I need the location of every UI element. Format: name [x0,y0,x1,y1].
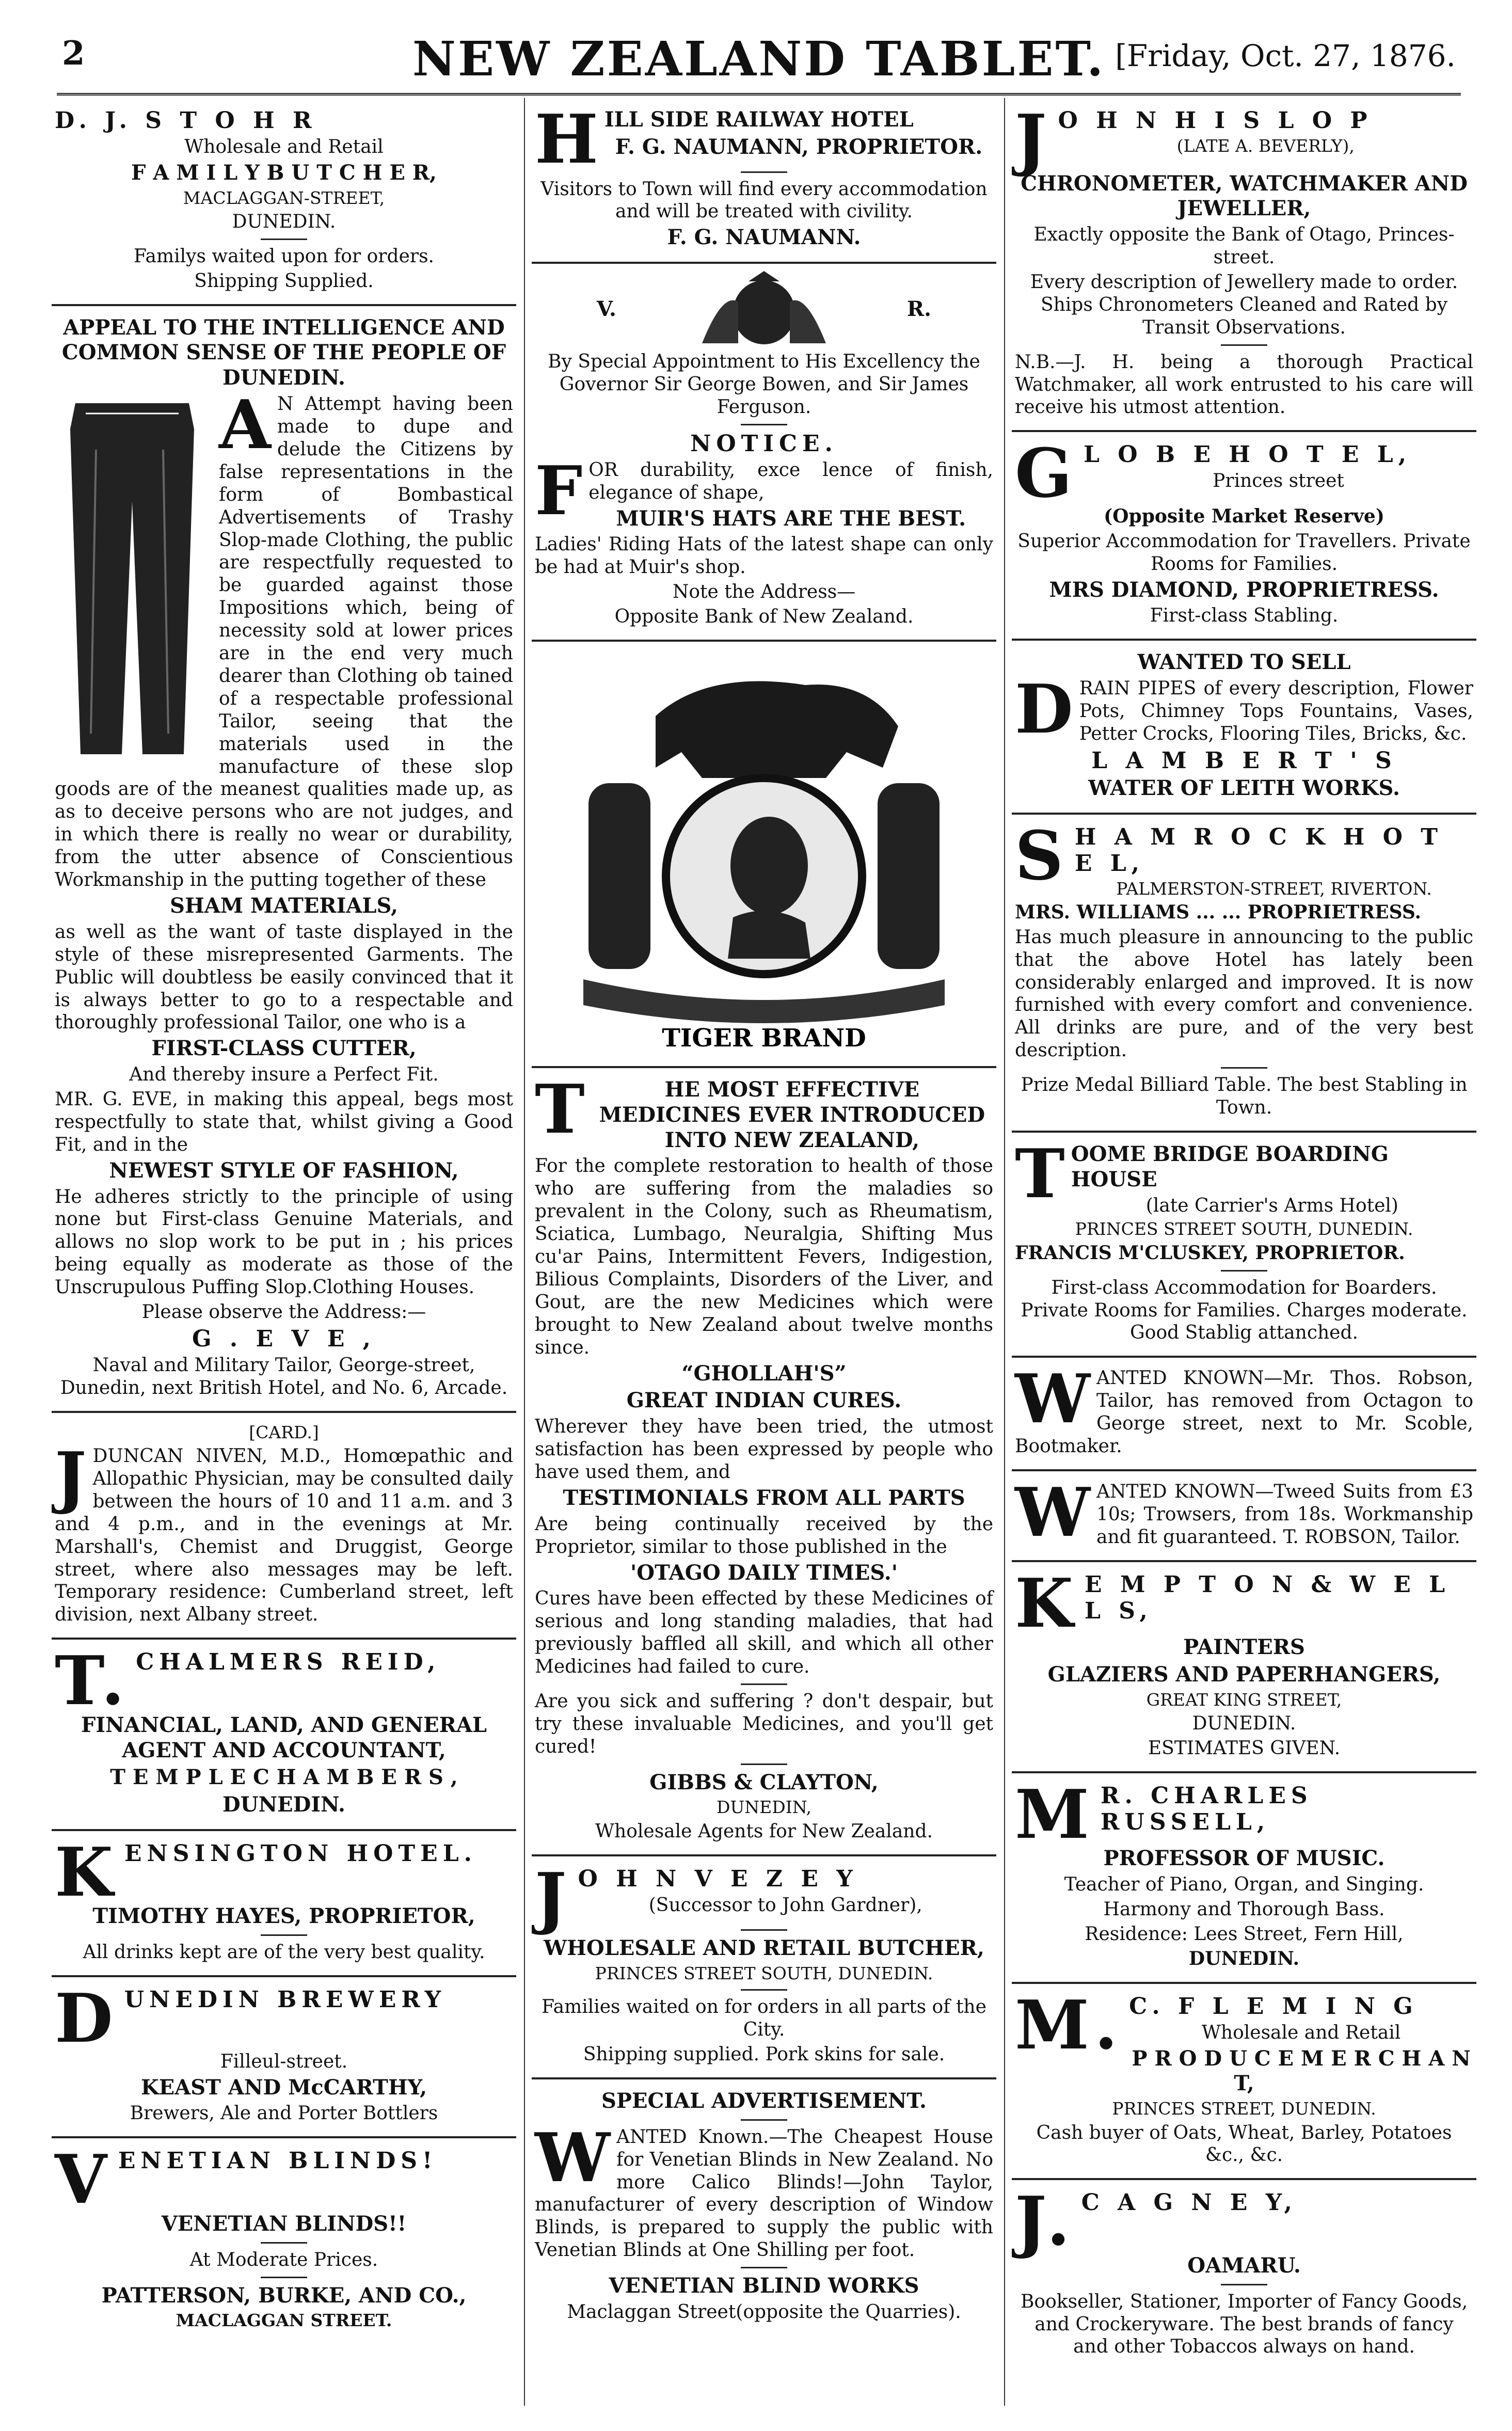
ad-line: SHAM MATERIALS, [170,894,398,918]
ad-niven [52,1413,516,1640]
ad-title: H A M R O C K H O T E L, [1074,823,1443,877]
ad-line: Shipping Supplied. [194,270,374,292]
masthead [57,31,1461,96]
ad-reid [52,1640,516,1831]
ad-line: DUNEDIN. [232,211,336,232]
ad-line: Familys waited upon for orders. [133,245,434,267]
ad-line: Note the Address— [672,581,856,603]
ad-robson-removal [1012,1358,1476,1471]
ad-line: F. G. NAUMANN, PROPRIETOR. [615,134,983,159]
ad-title: OOME BRIDGE BOARDING HOUSE [1071,1141,1389,1191]
ad-title: UNEDIN BREWERY [124,1987,447,2013]
ad-title: C. F L E M I N G [1129,1993,1418,2020]
ad-body: Visitors to Town will find every accommodation and will be treated with civility. [540,178,988,223]
ad-line: And thereby insure a Perfect Fit. [129,1064,439,1086]
ad-line: V. [597,297,616,322]
ad-line: GLAZIERS AND PAPERHANGERS, [1047,1662,1441,1687]
ad-line: NEWEST STYLE OF FASHION, [109,1158,459,1183]
divider [741,1683,787,1685]
ad-line: Please observe the Address:— [141,1301,426,1323]
ad-hislop [1012,98,1476,432]
ad-line: Teacher of Piano, Organ, and Singing. [1064,1874,1424,1896]
ad-line: F. G. NAUMANN. [667,225,861,250]
drop-cap: F [535,451,583,530]
ad-line: R. [906,297,931,322]
divider [1221,344,1267,346]
ad-title: C A G N E Y, [1081,2189,1297,2216]
ad-title: E M P T O N & W E L L S, [1085,1571,1451,1624]
ad-line: GIBBS & CLAYTON, [649,1770,879,1794]
column-1 [52,98,516,2406]
ad-line: PAINTERS [1183,1635,1305,1660]
ad-muir [532,264,996,642]
ad-brewery [52,1977,516,2138]
ad-body: ANTED KNOWN—Tweed Suits from £3 10s; Trowsers, from 18s. Workmanship and fit guaranteed. T. ROBSON, Tailor. [1096,1481,1473,1548]
drop-cap: A [219,385,271,465]
ad-heading: SPECIAL ADVERTISEMENT. [601,2088,927,2113]
divider [741,1763,787,1765]
column-divider [524,98,525,2406]
ad-line: WATER OF LEITH WORKS. [1088,775,1400,800]
ad-line: 'OTAGO DAILY TIMES.' [630,1560,898,1585]
drop-cap: W [1015,1359,1090,1439]
column-2 [532,98,996,2406]
ad-line: (late Carrier's Arms Hotel) [1145,1195,1398,1216]
ad-line: Harmony and Thorough Bass. [1103,1899,1385,1920]
drop-cap: T. [55,1641,130,1721]
drop-cap: J [535,1857,572,1937]
column-3 [1012,98,1476,2406]
page-number: 2 [62,34,85,73]
drop-cap: M [1015,1774,1094,1854]
divider [741,2119,787,2121]
ad-line: FRANCIS M'CLUSKEY, PROPRIETOR. [1015,1242,1405,1264]
ad-line: MRS. WILLIAMS ... ... PROPRIETRESS. [1015,901,1422,923]
ad-heading: HE MOST EFFECTIVE MEDICINES EVER INTRODUCED INTO NEW ZEALAND, [599,1077,985,1152]
ad-body: OR durability, exce lence of finish, elegance of shape, [588,459,993,503]
divider [261,239,307,240]
tiger-brand-illustration [537,649,991,1057]
ad-line: Brewers, Ale and Porter Bottlers [130,2103,438,2124]
ad-body: ANTED Known.—The Cheapest House for Venetian Blinds in New Zealand. No more Calico Blinds!—John Taylor, manufacturer of every description of Window Blinds, is prepared to supply the public with Venetian Blinds at One Shilling per foot. [535,2126,993,2261]
ad-line: Wholesale and Retail [184,136,384,157]
drop-cap: V [55,2140,112,2219]
drop-cap: W [1015,1472,1090,1552]
ad-body: ANTED KNOWN—Mr. Thos. Robson, Tailor, has removed from Octagon to George street, next to Mr. Scoble, Bootmaker. [1015,1368,1473,1457]
ad-line: PROFESSOR OF MUSIC. [1103,1846,1385,1871]
drop-cap: T [1015,1134,1065,1213]
issue-date: [Friday, Oct. 27, 1876. [1115,38,1456,73]
drop-cap: H [535,100,598,179]
ad-body: DUNCAN NIVEN, M.D., Homœpathic and Allopathic Physician, may be consulted daily between the hours of 10 and 11 a.m. and 3 and 4 p.m., and in the evenings at Mr. Marshall's, Chemist and Druggist, George street, where also messages may be left. Temporary residence: Cumberland street, left division, next Albany street. [55,1445,513,1626]
ad-line: All drinks kept are of the very best quality. [83,1942,485,1963]
divider [741,1989,787,1991]
ad-line: VENETIAN BLIND WORKS [609,2274,919,2298]
drop-cap: T [535,1070,585,1149]
ad-title: D. J. S T O H R [55,107,317,134]
ad-title: ILL SIDE RAILWAY HOTEL [604,107,914,132]
ad-cagney [1012,2180,1476,2370]
ad-body: Cash buyer of Oats, Wheat, Barley, Potatoes &c., &c. [1036,2122,1452,2166]
ad-line: Opposite Bank of New Zealand. [614,606,914,628]
ad-line: T E M P L E C H A M B E R S , [110,1765,458,1790]
divider [741,2267,787,2268]
ad-body: as well as the want of taste displayed in the style of these misrepresented Garments. The Public will doubtless be easily convinced that it is always better to go to a respectable and thoroughly professional Tailor, one who is a [55,921,513,1034]
ad-line: MUIR'S HATS ARE THE BEST. [616,506,966,531]
ad-body: He adheres strictly to the principle of using none but First-class Genuine Materials, and allows no slop work to be put in ; his prices being equally as moderate as those of the Unscrupulous Puffing Slop.Clothing Houses. [55,1186,513,1298]
divider [261,2242,307,2244]
ad-line: PRINCES STREET SOUTH, DUNEDIN. [1075,1219,1413,1240]
ad-line: Filleul-street. [220,2051,348,2072]
ad-toome-bridge [1012,1133,1476,1358]
ad-robson-tweed [1012,1471,1476,1562]
brand-label: TIGER BRAND [662,1024,866,1053]
ad-title: L O B E H O T E L, [1084,441,1412,468]
ad-line: F A M I L Y B U T C H E R, [131,160,437,185]
ad-body: Ladies' Riding Hats of the latest shape can only be had at Muir's shop. [535,534,993,578]
drop-cap: S [1015,816,1069,895]
ad-title: ENSINGTON HOTEL. [124,1840,477,1867]
ad-title: CHALMERS REID, [136,1649,441,1676]
ad-line: MACLAGGAN-STREET, [183,187,385,208]
divider [261,2277,307,2278]
ad-fleming [1012,1984,1476,2181]
drop-cap: K [1015,1563,1078,1643]
ad-eve [52,306,516,1413]
ad-line: Princes street [1213,470,1344,492]
drop-cap: J. [1015,2182,1075,2261]
divider [261,1934,307,1936]
ad-line: Shipping supplied. Pork skins for sale. [583,2043,945,2065]
ad-heading: APPEAL TO THE INTELLIGENCE AND COMMON SENSE OF THE PEOPLE OF DUNEDIN. [61,315,506,390]
ad-venetian-blinds [52,2138,516,2342]
ad-body: First-class Accommodation for Boarders. Private Rooms for Families. Charges moderate. Good Stablig attanched. [1021,1277,1468,1344]
divider [1221,2284,1267,2285]
ad-kensington [52,1831,516,1977]
ad-line: P R O D U C E M E R C H A N T, [1132,2046,1471,2096]
divider [741,424,787,425]
ad-vezey [532,1856,996,2079]
ad-line: First-class Stabling. [1150,605,1339,627]
ad-special [532,2079,996,2335]
ad-body: Wherever they have been tried, the utmost satisfaction has been expressed by people who have used them, and [535,1416,993,1483]
ad-line: (Opposite Market Reserve) [1104,505,1384,527]
ad-line: MRS DIAMOND, PROPRIETRESS. [1049,577,1439,602]
drop-cap: G [1015,434,1078,513]
ad-body: Are being continually received by the Proprietor, similar to those published in the [535,1513,993,1558]
ad-hill-side-hotel [532,98,996,264]
ad-line: MACLAGGAN STREET. [176,2310,392,2331]
ad-medicines [532,1068,996,1856]
ad-line: Maclaggan Street(opposite the Quarries). [567,2301,961,2323]
ad-line: FINANCIAL, LAND, AND GENERAL AGENT AND ACCOUNTANT, [81,1712,487,1762]
ad-line: ESTIMATES GIVEN. [1148,1737,1341,1759]
ad-body: Cures have been effected by these Medicines of serious and long standing maladies, that had previously baffled all skill, and which all other Medicines had failed to cure. [535,1588,993,1678]
ad-line: GREAT INDIAN CURES. [626,1388,902,1413]
column-divider [1004,98,1005,2406]
ad-body: Are you sick and suffering ? don't despair, but try these invaluable Medicines, and you'll get cured! [535,1690,993,1757]
ad-body: RAIN PIPES of every description, Flower Pots, Chimney Tops Fountains, Vases, Petter Crocks, Flooring Tiles, Bricks, &c. [1079,678,1473,744]
ad-heading: WANTED TO SELL [1137,650,1351,675]
drop-cap: W [535,2118,610,2197]
ad-body: MR. G. EVE, in making this appeal, begs most respectfully to state that, whilst giving a Good Fit, and in the [55,1089,513,1155]
ad-line: Residence: Lees Street, Fern Hill, [1085,1923,1404,1945]
drop-cap: D [1015,670,1073,749]
ad-body: N Attempt having been made to dupe and delude the Citizens by false representations in the form of Bombastical Advertisements of Trashy Slop-made Clothing, the public are respectfully requested to be guarded against those Impositions which, being of necessity sold at lower prices are in the end very much dearer than Clothing ob tained of a respectable professional Tailor, seeing that the materials used in the manufacture of these slop goods are of the meanest qualities made up, as as to deceive persons who are not judges, and in which there is really no wear or durability, from the utter absence of Conscientious Workmanship in the putting together of these [55,393,513,891]
ad-title: ENETIAN BLINDS! [118,2148,438,2174]
drop-cap: D [55,1979,118,2058]
ad-body: Has much pleasure in announcing to the public that the above Hotel has lately been considerably enlarged and improved. It is now furnished with every comfort and convenience. All drinks are pure, and of the very best description. [1015,926,1473,1061]
ad-line: G . E V E , [192,1325,376,1352]
ad-line: “GHOLLAH'S” [681,1361,847,1386]
ad-body: Superior Accommodation for Travellers. Private Rooms for Families. [1017,530,1471,575]
ad-shamrock-hotel [1012,815,1476,1133]
divider [1221,1270,1267,1272]
ad-line: FIRST-CLASS CUTTER, [151,1036,417,1061]
ad-line: Families waited on for orders in all parts of the City. [542,1996,986,2041]
ad-line: (Successor to John Gardner), [648,1894,922,1916]
ad-russell [1012,1773,1476,1984]
ad-line: Prize Medal Billiard Table. The best Stabling in Town. [1021,1074,1468,1119]
ad-line: OAMARU. [1187,2253,1301,2278]
newspaper-title: NEW ZEALAND TABLET. [412,31,1106,87]
ad-body: N.B.—J. H. being a thorough Practical Watchmaker, all work entrusted to his care will receive his utmost attention. [1015,351,1473,418]
ad-line: PALMERSTON-STREET, RIVERTON. [1116,878,1432,899]
ad-line: TESTIMONIALS FROM ALL PARTS [563,1485,965,1510]
ad-line: PATTERSON, BURKE, AND CO., [101,2283,467,2308]
ad-line: Naval and Military Tailor, George-street, Dunedin, next British Hotel, and No. 6, Arcade. [60,1354,508,1399]
ad-body: Bookseller, Stationer, Importer of Fancy Goods, and Crockeryware. The best brands of fancy and other Tobaccos always on hand. [1020,2291,1468,2358]
drop-cap: J [55,1437,87,1517]
divider [741,171,787,173]
ad-title: O H N H I S L O P [1058,107,1373,134]
ad-line: DUNEDIN. [222,1792,345,1817]
ad-line: DUNEDIN, [717,1797,811,1818]
ad-line: (LATE A. BEVERLY), [1176,136,1355,156]
ad-line: [CARD.] [249,1422,319,1442]
ad-line: Wholesale and Retail [1201,2022,1401,2043]
drop-cap: J [1015,100,1052,179]
royal-crest-icon [630,271,898,348]
ad-globe-hotel [1012,432,1476,641]
drop-cap: K [55,1832,118,1912]
ad-drain-pipes [1012,641,1476,814]
ad-line: WHOLESALE AND RETAIL BUTCHER, [544,1936,984,1961]
ad-line: L A M B E R T ' S [1091,747,1397,774]
ad-line: DUNEDIN. [1192,1713,1296,1735]
ad-line: Wholesale Agents for New Zealand. [595,1820,933,1842]
ad-title: R. CHARLES RUSSELL, [1100,1782,1313,1835]
ad-line: CHRONOMETER, WATCHMAKER AND JEWELLER, [1021,171,1468,221]
ad-line: VENETIAN BLINDS!! [161,2211,407,2236]
ad-line: Exactly opposite the Bank of Otago, Princes-street. [1033,224,1455,268]
ad-line: At Moderate Prices. [189,2249,378,2270]
ad-tiger-brand [532,642,996,1068]
ad-line: GREAT KING STREET, [1146,1689,1342,1710]
ad-title: O H N V E Z E Y [578,1865,858,1892]
ad-line: DUNEDIN. [1188,1947,1300,1969]
ad-line: PRINCES STREET SOUTH, DUNEDIN. [595,1963,933,1983]
divider [1221,1067,1267,1069]
ad-line: PRINCES STREET, DUNEDIN. [1112,2099,1376,2119]
ad-heading: NOTICE. [690,430,838,457]
ad-line: TIMOTHY HAYES, PROPRIETOR, [92,1904,475,1929]
ad-stohr [52,98,516,306]
ad-body: For the complete restoration to health of those who are suffering from the maladies so prevalent in the Colony, such as Rheumatism, Sciatica, Lumbago, Neuralgia, Shifting Mus cu'ar Pains, Intermittent Fevers, Indigestion, Bilious Complaints, Disorders of the Liver, and Gout, are the new Medicines which were brought to New Zealand about twelve months since. [535,1155,993,1358]
trousers-illustration [55,398,210,759]
ad-body: By Special Appointment to His Excellency the Governor Sir George Bowen, and Sir James Ferguson. [548,351,980,418]
drop-cap: M. [1015,1985,1123,2064]
ad-line: KEAST AND McCARTHY, [140,2075,427,2100]
divider [741,1929,787,1931]
ad-body: Every description of Jewellery made to order. Ships Chronometers Cleaned and Rated by Transit Observations. [1030,271,1458,338]
ad-kempton-wells [1012,1562,1476,1773]
